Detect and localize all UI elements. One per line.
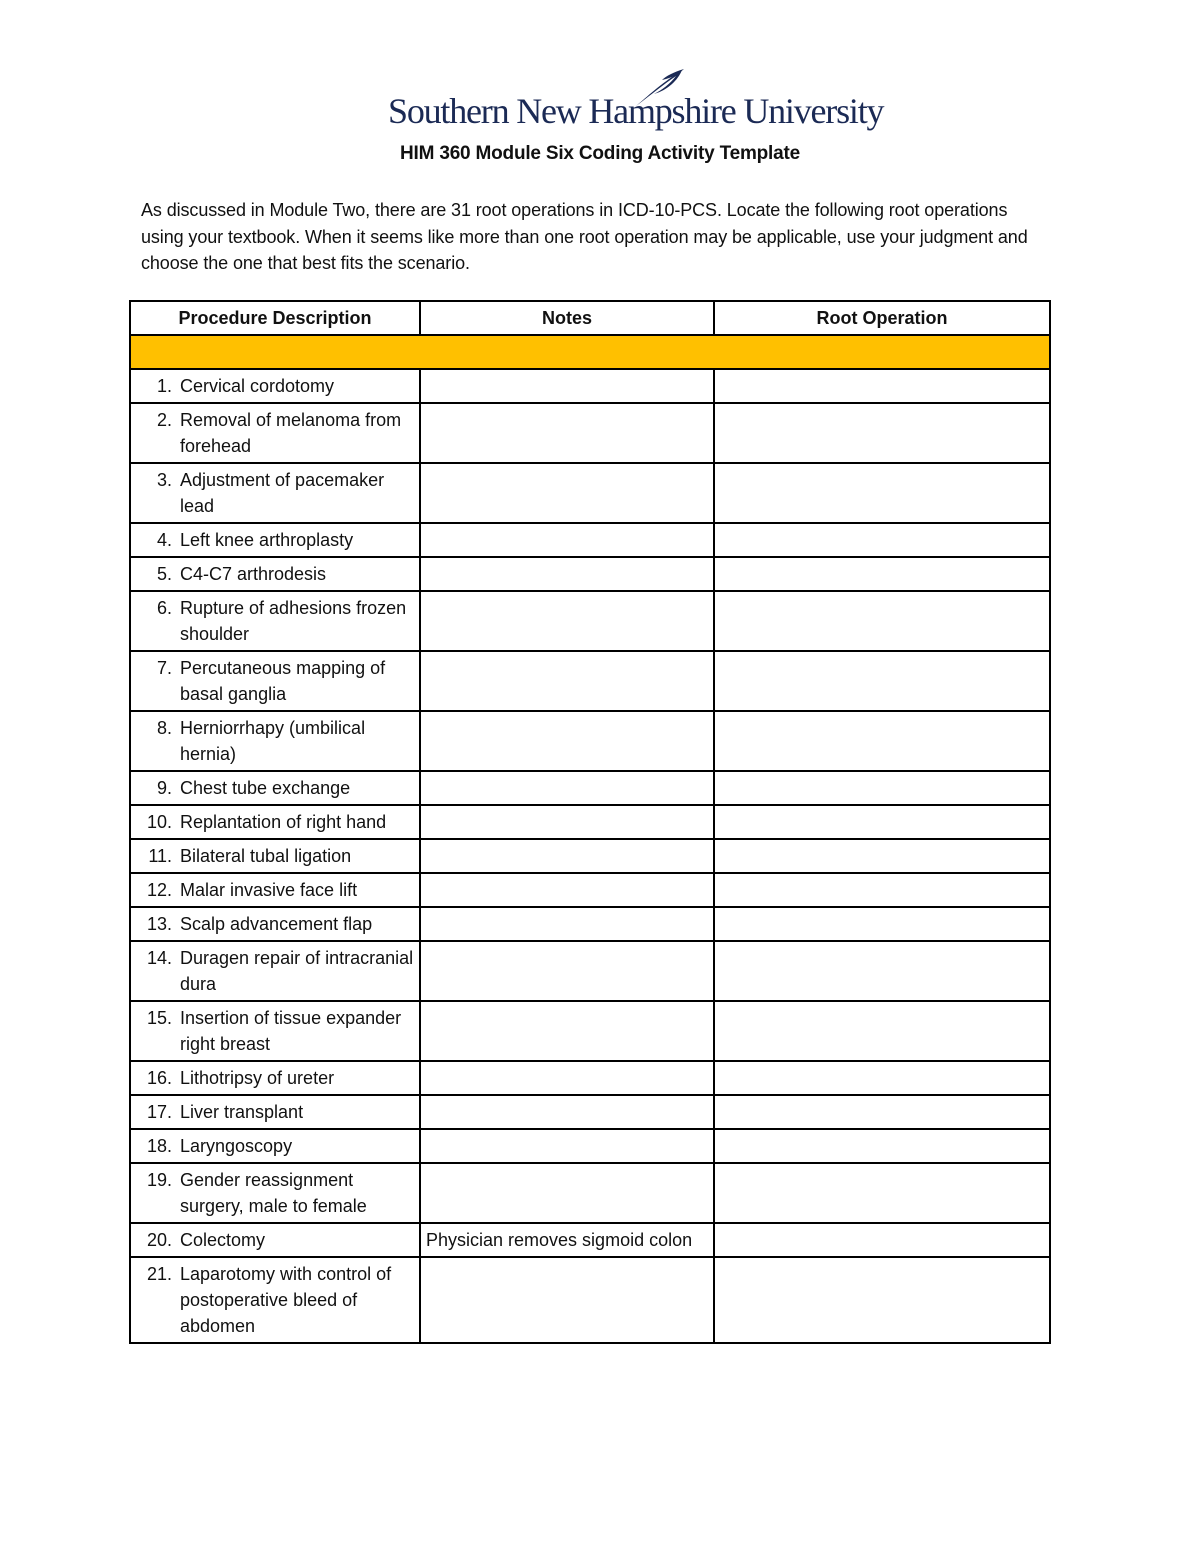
procedure-description: Cervical cordotomy	[180, 376, 335, 396]
table-row	[130, 557, 1050, 591]
procedure-description-cell	[130, 1257, 420, 1343]
notes-cell[interactable]	[420, 1163, 714, 1223]
item-number: 6.	[156, 598, 172, 618]
table-header-row	[130, 301, 1050, 335]
procedure-description: Malar invasive face lift	[180, 880, 358, 900]
notes-cell[interactable]	[420, 1129, 714, 1163]
procedure-description-cell	[130, 1129, 420, 1163]
notes-cell[interactable]	[420, 1095, 714, 1129]
notes-cell[interactable]	[420, 1257, 714, 1343]
notes-cell[interactable]	[420, 907, 714, 941]
item-number: 5.	[156, 564, 172, 584]
procedure-description: Laparotomy with control of postoperative bleed of abdomen	[180, 1264, 392, 1336]
table-row	[130, 771, 1050, 805]
table-row	[130, 1163, 1050, 1223]
item-number: 15.	[146, 1008, 172, 1028]
table-row	[130, 1129, 1050, 1163]
header-notes: Notes	[420, 301, 714, 335]
procedure-description-cell	[130, 873, 420, 907]
procedure-description-cell	[130, 941, 420, 1001]
notes-cell[interactable]	[420, 873, 714, 907]
root-operation-cell[interactable]	[714, 591, 1050, 651]
table-row	[130, 591, 1050, 651]
procedure-description: Bilateral tubal ligation	[180, 846, 352, 866]
table-row	[130, 403, 1050, 463]
procedure-description: Left knee arthroplasty	[180, 530, 354, 550]
notes-cell[interactable]	[420, 839, 714, 873]
root-operation-cell[interactable]	[714, 771, 1050, 805]
root-operation-cell[interactable]	[714, 523, 1050, 557]
procedure-description-cell	[130, 591, 420, 651]
procedure-description: Insertion of tissue expander right breast	[180, 1008, 402, 1054]
root-operation-cell[interactable]	[714, 873, 1050, 907]
procedure-description-cell	[130, 1001, 420, 1061]
item-number: 4.	[156, 530, 172, 550]
table-row	[130, 839, 1050, 873]
table-row	[130, 523, 1050, 557]
root-operation-cell[interactable]	[714, 1129, 1050, 1163]
item-number: 14.	[146, 948, 172, 968]
item-number: 17.	[146, 1102, 172, 1122]
item-number: 16.	[146, 1068, 172, 1088]
procedure-description-cell	[130, 1061, 420, 1095]
procedure-description: Liver transplant	[180, 1102, 304, 1122]
procedure-description-cell	[130, 839, 420, 873]
table-row	[130, 651, 1050, 711]
notes-cell[interactable]	[420, 1001, 714, 1061]
notes-cell[interactable]	[420, 711, 714, 771]
procedure-description-cell	[130, 805, 420, 839]
university-logo	[388, 68, 884, 140]
item-number: 19.	[146, 1170, 172, 1190]
procedure-description: Gender reassignment surgery, male to female	[180, 1170, 367, 1216]
notes-cell[interactable]	[420, 1061, 714, 1095]
root-operation-cell[interactable]	[714, 651, 1050, 711]
intro-paragraph: As discussed in Module Two, there are 31 root operations in ICD-10-PCS. Locate the following root operations using your textbook. When it seems like more than one root operation may be applicable, use your judgment and choose the one that best fits the scenario.	[141, 200, 1028, 273]
item-number: 3.	[156, 470, 172, 490]
root-operation-cell[interactable]	[714, 1223, 1050, 1257]
procedure-description-cell	[130, 771, 420, 805]
procedure-description-cell	[130, 463, 420, 523]
root-operation-cell[interactable]	[714, 941, 1050, 1001]
item-number: 13.	[146, 914, 172, 934]
procedure-description: Percutaneous mapping of basal ganglia	[180, 658, 386, 704]
root-operation-cell[interactable]	[714, 463, 1050, 523]
procedure-description-cell	[130, 711, 420, 771]
notes-cell[interactable]	[420, 523, 714, 557]
procedure-description: Scalp advancement flap	[180, 914, 373, 934]
notes-cell[interactable]	[420, 941, 714, 1001]
item-number: 1.	[156, 376, 172, 396]
procedure-description-cell	[130, 1223, 420, 1257]
root-operation-cell[interactable]	[714, 1163, 1050, 1223]
table-row	[130, 1257, 1050, 1343]
procedure-description: C4-C7 arthrodesis	[180, 564, 327, 584]
procedure-description: Lithotripsy of ureter	[180, 1068, 335, 1088]
procedure-description-cell	[130, 1095, 420, 1129]
item-number: 21.	[146, 1264, 172, 1284]
notes-cell[interactable]	[420, 591, 714, 651]
root-operation-cell[interactable]	[714, 805, 1050, 839]
table-row	[130, 711, 1050, 771]
item-number: 8.	[156, 718, 172, 738]
root-operation-cell[interactable]	[714, 1061, 1050, 1095]
table-row	[130, 907, 1050, 941]
table-row	[130, 873, 1050, 907]
table-row	[130, 1095, 1050, 1129]
procedure-description: Replantation of right hand	[180, 812, 387, 832]
highlight-row	[130, 335, 1050, 369]
notes-cell[interactable]	[420, 403, 714, 463]
root-operation-cell[interactable]	[714, 1095, 1050, 1129]
procedure-description-cell	[130, 651, 420, 711]
root-operation-cell[interactable]	[714, 1001, 1050, 1061]
procedure-description-cell	[130, 907, 420, 941]
procedure-description: Chest tube exchange	[180, 778, 351, 798]
item-number: 11.	[148, 846, 172, 866]
highlight-cell	[130, 335, 1050, 369]
notes-cell[interactable]	[420, 771, 714, 805]
procedure-description-cell	[130, 557, 420, 591]
procedure-description: Duragen repair of intracranial dura	[180, 948, 414, 994]
notes-cell[interactable]	[420, 805, 714, 839]
procedure-description: Laryngoscopy	[180, 1136, 293, 1156]
university-name: Southern New Hampshire University	[388, 91, 884, 131]
root-operation-cell[interactable]	[714, 1257, 1050, 1343]
root-operation-cell[interactable]	[714, 369, 1050, 403]
procedure-description: Herniorrhapy (umbilical hernia)	[180, 718, 366, 764]
notes-cell[interactable]	[420, 369, 714, 403]
item-number: 2.	[156, 410, 172, 430]
notes-cell[interactable]	[420, 651, 714, 711]
table-row	[130, 1223, 1050, 1257]
table-row	[130, 1001, 1050, 1061]
item-number: 20.	[146, 1230, 172, 1250]
table-row	[130, 369, 1050, 403]
item-number: 9.	[156, 778, 172, 798]
table-row	[130, 1061, 1050, 1095]
item-number: 7.	[156, 658, 172, 678]
table-row	[130, 463, 1050, 523]
item-number: 18.	[146, 1136, 172, 1156]
procedure-description: Removal of melanoma from forehead	[180, 410, 402, 456]
procedure-description-cell	[130, 369, 420, 403]
coding-activity-table	[129, 300, 1051, 1344]
notes-cell[interactable]: Physician removes sigmoid colon	[420, 1223, 714, 1257]
procedure-description: Adjustment of pacemaker lead	[180, 470, 385, 516]
document-title: HIM 360 Module Six Coding Activity Template	[400, 143, 800, 164]
root-operation-cell[interactable]	[714, 557, 1050, 591]
procedure-description: Rupture of adhesions frozen shoulder	[180, 598, 407, 644]
header-root-operation: Root Operation	[714, 301, 1050, 335]
procedure-description: Colectomy	[180, 1230, 266, 1250]
notes-cell[interactable]	[420, 463, 714, 523]
item-number: 10.	[146, 812, 172, 832]
procedure-description-cell	[130, 403, 420, 463]
item-number: 12.	[146, 880, 172, 900]
table-row	[130, 941, 1050, 1001]
root-operation-cell[interactable]	[714, 907, 1050, 941]
root-operation-cell[interactable]	[714, 711, 1050, 771]
header-procedure-description: Procedure Description	[130, 301, 420, 335]
root-operation-cell[interactable]	[714, 403, 1050, 463]
procedure-description-cell	[130, 523, 420, 557]
table-row	[130, 805, 1050, 839]
procedure-description-cell	[130, 1163, 420, 1223]
root-operation-cell[interactable]	[714, 839, 1050, 873]
notes-cell[interactable]	[420, 557, 714, 591]
